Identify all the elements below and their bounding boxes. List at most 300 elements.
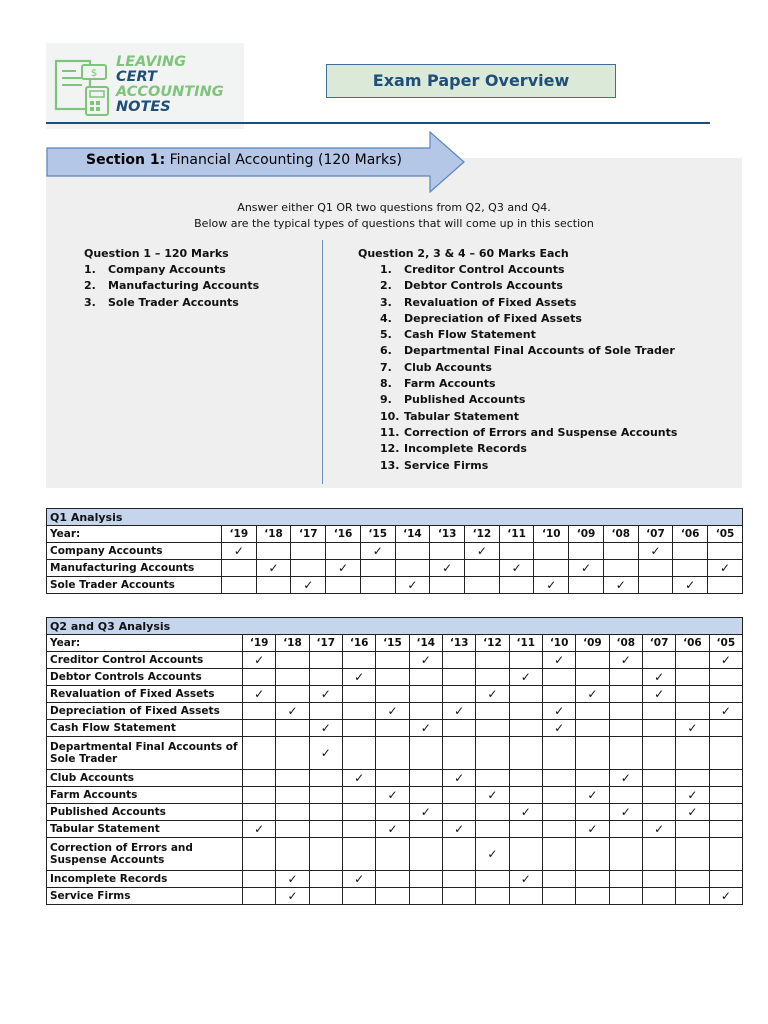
year-cell: ‘05 [709,635,743,652]
list-number: 5. [380,328,392,342]
list-item [380,327,677,343]
empty-cell [676,770,709,787]
empty-cell [243,703,276,720]
tick-icon: ✓ [287,888,298,903]
year-cell: ‘13 [430,526,465,543]
tick-cell [326,560,361,577]
empty-cell [376,804,409,821]
empty-cell [576,737,609,770]
empty-cell [576,838,609,871]
tick-cell [465,543,500,560]
empty-cell [642,888,675,905]
year-cell: ‘10 [542,635,575,652]
list-item-label: Published Accounts [404,393,526,407]
list-item [380,278,677,294]
empty-cell [342,821,375,838]
empty-cell [709,838,743,871]
empty-cell [603,560,638,577]
empty-cell [342,787,375,804]
year-cell: ‘12 [476,635,509,652]
table-row [47,821,743,838]
empty-cell [376,737,409,770]
tick-icon: ✓ [354,669,365,684]
empty-cell [609,686,642,703]
row-label: Sole Trader Accounts [47,577,222,594]
empty-cell [309,770,342,787]
tick-icon: ✓ [254,686,265,701]
list-item [380,392,677,408]
empty-cell [642,787,675,804]
empty-cell [409,871,442,888]
empty-cell [442,686,475,703]
tick-icon: ✓ [587,686,598,701]
empty-cell [709,871,743,888]
tick-icon: ✓ [546,577,557,592]
year-cell: ‘14 [409,635,442,652]
list-item-label: Club Accounts [404,360,492,374]
empty-cell [376,888,409,905]
empty-cell [360,560,395,577]
q1-list [84,262,259,311]
q2-q3-analysis-table [46,617,743,905]
list-item-label: Farm Accounts [404,377,496,391]
list-item-label: Tabular Statement [404,409,519,423]
tick-icon: ✓ [687,787,698,802]
list-item [380,409,677,425]
empty-cell [676,669,709,686]
tick-icon: ✓ [487,686,498,701]
tick-cell [430,560,465,577]
list-item [380,458,677,474]
list-item-label: Depreciation of Fixed Assets [404,311,582,325]
tick-cell [243,652,276,669]
empty-cell [509,787,542,804]
year-cell: ‘13 [442,635,475,652]
empty-cell [542,669,575,686]
logo-line: NOTES [116,99,171,115]
tick-icon: ✓ [268,560,279,575]
empty-cell [395,560,430,577]
empty-cell [276,686,309,703]
empty-cell [442,804,475,821]
row-label: Manufacturing Accounts [47,560,222,577]
empty-cell [569,543,604,560]
tick-icon: ✓ [407,577,418,592]
tick-icon: ✓ [233,543,244,558]
empty-cell [709,804,743,821]
tick-cell [499,560,534,577]
empty-cell [509,720,542,737]
table-row [47,770,743,787]
empty-cell [276,652,309,669]
tick-icon: ✓ [687,804,698,819]
list-item-label: Correction of Errors and Suspense Accounts [404,425,678,439]
tick-icon: ✓ [454,821,465,836]
q234-list [380,262,677,474]
document-calculator-icon [52,55,118,121]
section-name: Financial Accounting (120 Marks) [169,152,402,168]
row-label: Service Firms [47,888,243,905]
section-instruction: Below are the typical types of questions that will come up in this section [194,217,594,230]
tick-icon: ✓ [554,720,565,735]
tick-icon: ✓ [420,720,431,735]
empty-cell [642,703,675,720]
list-item [380,360,677,376]
empty-cell [709,821,743,838]
tick-cell [222,543,257,560]
list-item-label: Departmental Final Accounts of Sole Trader [404,344,675,358]
year-cell: ‘18 [256,526,291,543]
empty-cell [465,577,500,594]
empty-cell [409,787,442,804]
tick-icon: ✓ [387,787,398,802]
table-row [47,888,743,905]
empty-cell [342,804,375,821]
empty-cell [376,770,409,787]
tick-icon: ✓ [454,703,465,718]
tick-cell [409,804,442,821]
tick-icon: ✓ [654,669,665,684]
tick-cell [360,543,395,560]
empty-cell [309,787,342,804]
tick-cell [342,770,375,787]
tick-cell [673,577,708,594]
empty-cell [442,720,475,737]
table-row [47,652,743,669]
empty-cell [542,686,575,703]
empty-cell [291,560,326,577]
empty-cell [609,737,642,770]
empty-cell [676,888,709,905]
list-number: 2. [84,279,96,293]
list-item-label: Incomplete Records [404,442,527,456]
empty-cell [360,577,395,594]
tick-cell [376,787,409,804]
tick-cell [276,703,309,720]
year-cell: ‘07 [638,526,673,543]
tick-cell [542,703,575,720]
year-cell: ‘17 [309,635,342,652]
row-label: Tabular Statement [47,821,243,838]
tick-cell [509,871,542,888]
empty-cell [673,543,708,560]
empty-cell [309,871,342,888]
tick-icon: ✓ [303,577,314,592]
list-item [380,262,677,278]
tick-icon: ✓ [587,821,598,836]
year-label: Year: [47,526,222,543]
year-cell: ‘19 [222,526,257,543]
empty-cell [642,737,675,770]
empty-cell [499,577,534,594]
empty-cell [476,871,509,888]
tick-cell [256,560,291,577]
empty-cell [243,804,276,821]
empty-cell [222,560,257,577]
list-item-label: Sole Trader Accounts [108,295,239,309]
tick-cell [542,720,575,737]
empty-cell [409,888,442,905]
empty-cell [276,720,309,737]
tick-icon: ✓ [354,770,365,785]
empty-cell [430,543,465,560]
empty-cell [576,770,609,787]
empty-cell [243,770,276,787]
tick-cell [609,804,642,821]
list-number: 3. [84,295,96,309]
tick-cell [676,720,709,737]
table-caption: Q2 and Q3 Analysis [47,618,743,635]
tick-cell [442,821,475,838]
list-item-label: Company Accounts [108,263,226,276]
list-item [380,311,677,327]
tick-icon: ✓ [320,686,331,701]
tick-icon: ✓ [337,560,349,575]
empty-cell [542,804,575,821]
list-item-label: Debtor Controls Accounts [404,279,563,293]
empty-cell [542,838,575,871]
empty-cell [509,686,542,703]
empty-cell [376,720,409,737]
year-cell: ‘14 [395,526,430,543]
logo [46,43,244,129]
table-caption: Q1 Analysis [47,509,743,526]
empty-cell [609,888,642,905]
empty-cell [395,543,430,560]
empty-cell [642,652,675,669]
list-item-label: Revaluation of Fixed Assets [404,295,577,309]
empty-cell [499,543,534,560]
tick-cell [309,686,342,703]
row-label: Company Accounts [47,543,222,560]
empty-cell [709,669,743,686]
table-row [47,543,743,560]
year-cell: ‘07 [642,635,675,652]
empty-cell [676,821,709,838]
empty-cell [576,804,609,821]
empty-cell [642,770,675,787]
list-number: 1. [84,263,96,276]
tick-icon: ✓ [387,703,398,718]
q1-analysis-table [46,508,743,594]
tick-icon: ✓ [620,652,631,667]
empty-cell [276,821,309,838]
tick-icon: ✓ [420,652,431,667]
year-cell: ‘19 [243,635,276,652]
empty-cell [222,577,257,594]
empty-cell [342,720,375,737]
tick-cell [409,720,442,737]
tick-icon: ✓ [720,652,731,667]
empty-cell [256,577,291,594]
tick-cell [376,821,409,838]
list-number: 6. [380,344,392,358]
tick-cell [642,686,675,703]
empty-cell [326,543,361,560]
year-cell: ‘15 [376,635,409,652]
tick-cell [576,686,609,703]
empty-cell [342,686,375,703]
year-cell: ‘18 [276,635,309,652]
empty-cell [243,737,276,770]
tick-cell [509,669,542,686]
tick-icon: ✓ [387,821,398,836]
empty-cell [509,703,542,720]
empty-cell [409,770,442,787]
list-number: 10. [380,409,400,423]
year-header-row [47,635,743,652]
table-caption-row [47,509,743,526]
empty-cell [676,652,709,669]
list-number: 9. [380,393,392,407]
empty-cell [576,871,609,888]
year-cell: ‘08 [609,635,642,652]
logo-line: CERT [116,69,157,85]
tick-icon: ✓ [687,720,698,735]
tick-cell [476,787,509,804]
empty-cell [638,560,673,577]
list-number: 11. [380,425,400,439]
row-label: Club Accounts [47,770,243,787]
empty-cell [534,560,569,577]
empty-cell [609,821,642,838]
empty-cell [376,669,409,686]
empty-cell [309,703,342,720]
section-label: Section 1: [86,152,166,168]
empty-cell [542,821,575,838]
empty-cell [326,577,361,594]
year-cell: ‘16 [326,526,361,543]
tick-cell [309,737,342,770]
row-label: Correction of Errors and Suspense Accounts [47,838,243,871]
empty-cell [542,787,575,804]
empty-cell [442,652,475,669]
tick-icon: ✓ [554,703,565,718]
tick-cell [542,652,575,669]
tick-cell [342,669,375,686]
empty-cell [476,720,509,737]
year-cell: ‘15 [360,526,395,543]
list-item-label: Manufacturing Accounts [108,279,260,293]
empty-cell [509,770,542,787]
empty-cell [430,577,465,594]
empty-cell [476,669,509,686]
list-item-label: Creditor Control Accounts [404,263,565,276]
logo-line: ACCOUNTING [116,84,224,100]
svg-text:$: $ [90,68,98,79]
empty-cell [542,737,575,770]
tick-cell [243,686,276,703]
empty-cell [642,720,675,737]
empty-cell [442,669,475,686]
empty-cell [442,737,475,770]
empty-cell [342,838,375,871]
column-divider [322,240,323,484]
year-cell: ‘12 [465,526,500,543]
empty-cell [542,770,575,787]
tick-icon: ✓ [320,745,331,760]
table-row [47,787,743,804]
empty-cell [342,737,375,770]
empty-cell [376,652,409,669]
tick-icon: ✓ [520,669,531,684]
row-label: Creditor Control Accounts [47,652,243,669]
empty-cell [476,804,509,821]
list-number: 12. [380,442,400,456]
empty-cell [243,787,276,804]
empty-cell [673,560,708,577]
empty-cell [476,652,509,669]
tick-icon: ✓ [454,770,465,785]
empty-cell [569,577,604,594]
tick-icon: ✓ [320,720,331,735]
tick-cell [534,577,569,594]
empty-cell [534,543,569,560]
empty-cell [309,821,342,838]
empty-cell [476,737,509,770]
empty-cell [376,871,409,888]
tick-icon: ✓ [476,543,487,558]
tick-icon: ✓ [520,871,531,886]
list-item-label: Cash Flow Statement [404,328,536,342]
empty-cell [243,669,276,686]
tick-icon: ✓ [287,703,298,718]
empty-cell [642,804,675,821]
empty-cell [509,652,542,669]
year-cell: ‘09 [576,635,609,652]
empty-cell [609,871,642,888]
empty-cell [476,703,509,720]
empty-cell [576,652,609,669]
empty-cell [576,669,609,686]
empty-cell [509,838,542,871]
tick-icon: ✓ [720,703,731,718]
list-item [84,262,259,278]
q234-heading: Question 2, 3 & 4 – 60 Marks Each [358,247,569,260]
table-row [47,804,743,821]
empty-cell [243,838,276,871]
tick-cell [609,652,642,669]
tick-cell [576,821,609,838]
list-number: 7. [380,360,392,374]
table-row [47,577,743,594]
tick-cell [409,652,442,669]
tick-icon: ✓ [720,888,731,903]
tick-cell [709,703,743,720]
empty-cell [243,871,276,888]
tick-icon: ✓ [487,846,498,861]
list-number: 13. [380,458,400,472]
logo-line: LEAVING [116,54,187,70]
tick-cell [569,560,604,577]
tick-icon: ✓ [587,787,598,802]
empty-cell [465,560,500,577]
empty-cell [709,770,743,787]
table-row [47,686,743,703]
tick-cell [342,871,375,888]
tick-icon: ✓ [654,686,665,701]
list-item [380,425,677,441]
empty-cell [291,543,326,560]
empty-cell [603,543,638,560]
row-label: Debtor Controls Accounts [47,669,243,686]
list-number: 8. [380,377,392,391]
tick-icon: ✓ [487,787,498,802]
tick-cell [442,770,475,787]
empty-cell [542,888,575,905]
empty-cell [709,686,743,703]
list-number: 4. [380,311,392,325]
